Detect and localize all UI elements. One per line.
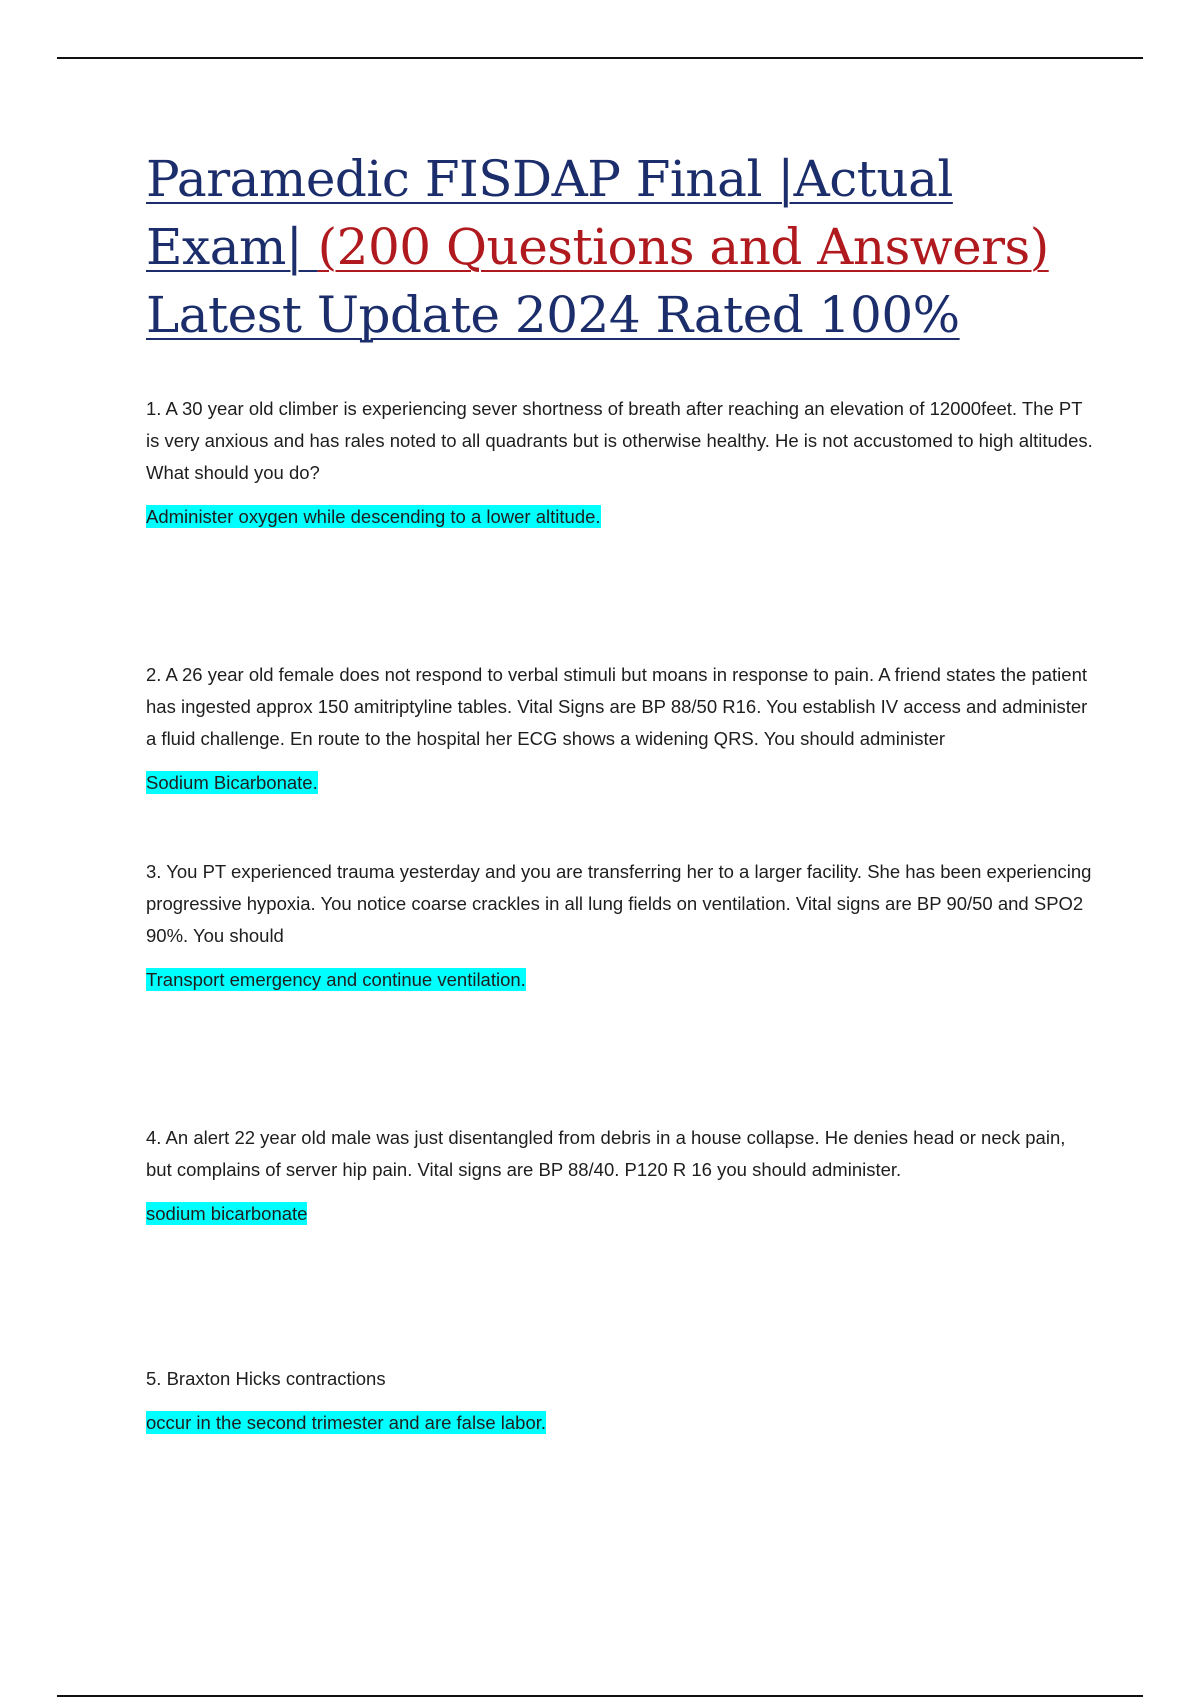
question-text: 2. A 26 year old female does not respond to verbal stimuli but moans in response to pain. A friend states the patient has ingested approx 150 amitriptyline tables. Vital Signs are BP 88/50 R16. You establish IV access and administer a fluid challenge. En route to the hospital her ECG shows a widening QRS. You should administer (146, 664, 1088, 749)
title-part-3: Latest Update 2024 Rated 100% (146, 286, 960, 344)
qa-item-5 (146, 1363, 1096, 1436)
bottom-rule (57, 1695, 1143, 1697)
title-part-2: (200 Questions and Answers) (317, 218, 1049, 276)
answer-text (146, 1201, 1096, 1227)
question-text: 1. A 30 year old climber is experiencing sever shortness of breath after reaching an elevation of 12000feet. The PT is very anxious and has rales noted to all quadrants but is otherwise healthy. He is not accustomed to high altitudes. What should you do? (146, 398, 1093, 483)
qa-item-4 (146, 1122, 1096, 1227)
answer-highlight: Transport emergency and continue ventilation. (146, 969, 526, 990)
answer-text (146, 967, 1096, 993)
answer-highlight: Sodium Bicarbonate. (146, 772, 318, 793)
qa-item-2 (146, 659, 1096, 796)
document-title (146, 145, 1096, 349)
question-text: 5. Braxton Hicks contractions (146, 1368, 386, 1389)
title-part-1: Paramedic FISDAP Final |Actual Exam| (146, 150, 953, 276)
answer-highlight: occur in the second trimester and are false labor. (146, 1412, 547, 1433)
answer-text (146, 1410, 1096, 1436)
qa-item-1 (146, 393, 1096, 530)
question-text: 4. An alert 22 year old male was just disentangled from debris in a house collapse. He denies head or neck pain, but complains of server hip pain. Vital signs are BP 88/40. P120 R 16 you should administer. (146, 1127, 1066, 1180)
answer-text (146, 504, 1096, 530)
question-text: 3. You PT experienced trauma yesterday and you are transferring her to a larger facility. She has been experiencing progressive hypoxia. You notice coarse crackles in all lung fields on ventilation. Vital signs are BP 90/50 and SPO2 90%. You should (146, 861, 1092, 946)
answer-highlight: Administer oxygen while descending to a lower altitude. (146, 506, 601, 527)
qa-item-3 (146, 856, 1096, 993)
answer-highlight: sodium bicarbonate (146, 1203, 308, 1224)
top-rule (57, 57, 1143, 59)
document-body (146, 145, 1096, 1433)
answer-text (146, 770, 1096, 796)
